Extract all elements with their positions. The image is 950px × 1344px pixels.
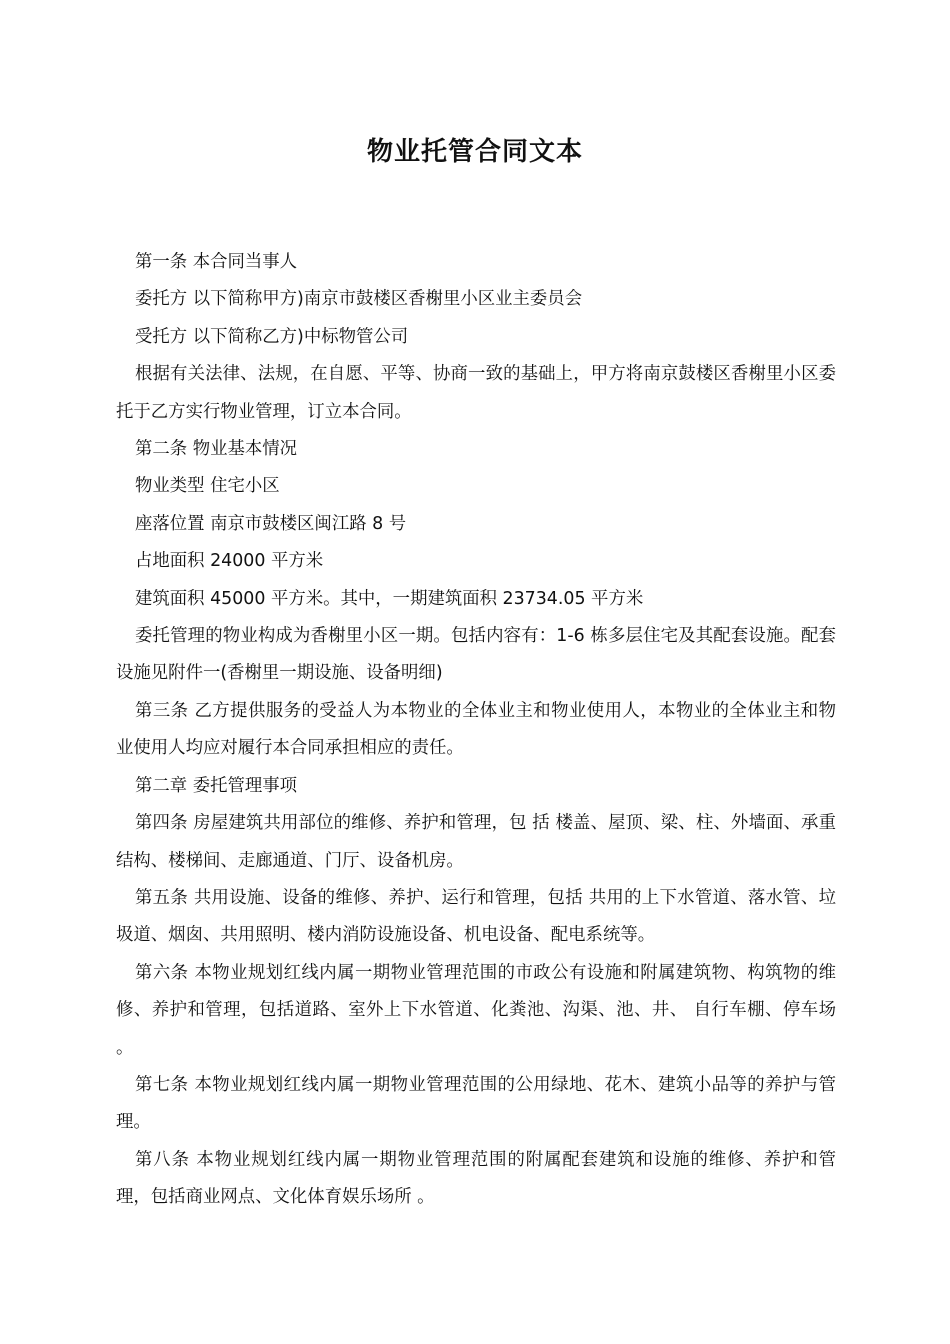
paragraph-article-5: 第五条 共用设施、设备的维修、养护、运行和管理，包括 共用的上下水管道、落水管、垃圾道、烟囱、共用照明、楼内消防设施设备、机电设备、配电系统等。: [116, 887, 836, 946]
paragraph-location: 座落位置 南京市鼓楼区闽江路 8 号: [135, 513, 407, 534]
document-body: [116, 244, 836, 1217]
paragraph-chapter-2-heading: 第二章 委托管理事项: [135, 775, 298, 796]
paragraph-property-composition: 委托管理的物业构成为香榭里小区一期。包括内容有：1-6 栋多层住宅及其配套设施。配套设施见附件一(香榭里一期设施、设备明细): [116, 626, 836, 684]
paragraph-article-2-heading: 第二条 物业基本情况: [135, 439, 298, 460]
paragraph-article-1-heading: 第一条 本合同当事人: [135, 252, 298, 272]
paragraph-article-6: 第六条 本物业规划红线内属一期物业管理范围的市政公有设施和附属建筑物、构筑物的维修、养护和管理，包括道路、室外上下水管道、化粪池、沟渠、池、井、 自行车棚、停车场 。: [116, 962, 836, 1058]
paragraph-article-4: 第四条 房屋建筑共用部位的维修、养护和管理，包 括 楼盖、屋顶、梁、柱、外墙面、承重结构、楼梯间、走廊通道、门厅、设备机房。: [116, 813, 836, 871]
paragraph-article-3: 第三条 乙方提供服务的受益人为本物业的全体业主和物业使用人，本物业的全体业主和物业使用人均应对履行本合同承担相应的责任。: [116, 700, 836, 759]
paragraph-land-area: 占地面积 24000 平方米: [135, 551, 324, 572]
paragraph-article-7: 第七条 本物业规划红线内属一期物业管理范围的公用绿地、花木、建筑小品等的养护与管理。: [116, 1074, 836, 1133]
paragraph-basis: 根据有关法律、法规，在自愿、平等、协商一致的基础上，甲方将南京鼓楼区香榭里小区委托于乙方实行物业管理，订立本合同。: [116, 364, 836, 422]
paragraph-article-8: 第八条 本物业规划红线内属一期物业管理范围的附属配套建筑和设施的维修、养护和管理，包括商业网点、文化体育娱乐场所 。: [116, 1149, 836, 1208]
document-title: 物业托管合同文本: [366, 137, 583, 167]
paragraph-entrusting-party: 委托方 以下简称甲方)南京市鼓楼区香榭里小区业主委员会: [135, 289, 583, 310]
paragraph-property-type: 物业类型 住宅小区: [135, 476, 280, 497]
paragraph-building-area: 建筑面积 45000 平方米。其中，一期建筑面积 23734.05 平方米: [135, 588, 644, 609]
paragraph-entrusted-party: 受托方 以下简称乙方)中标物管公司: [135, 326, 409, 347]
